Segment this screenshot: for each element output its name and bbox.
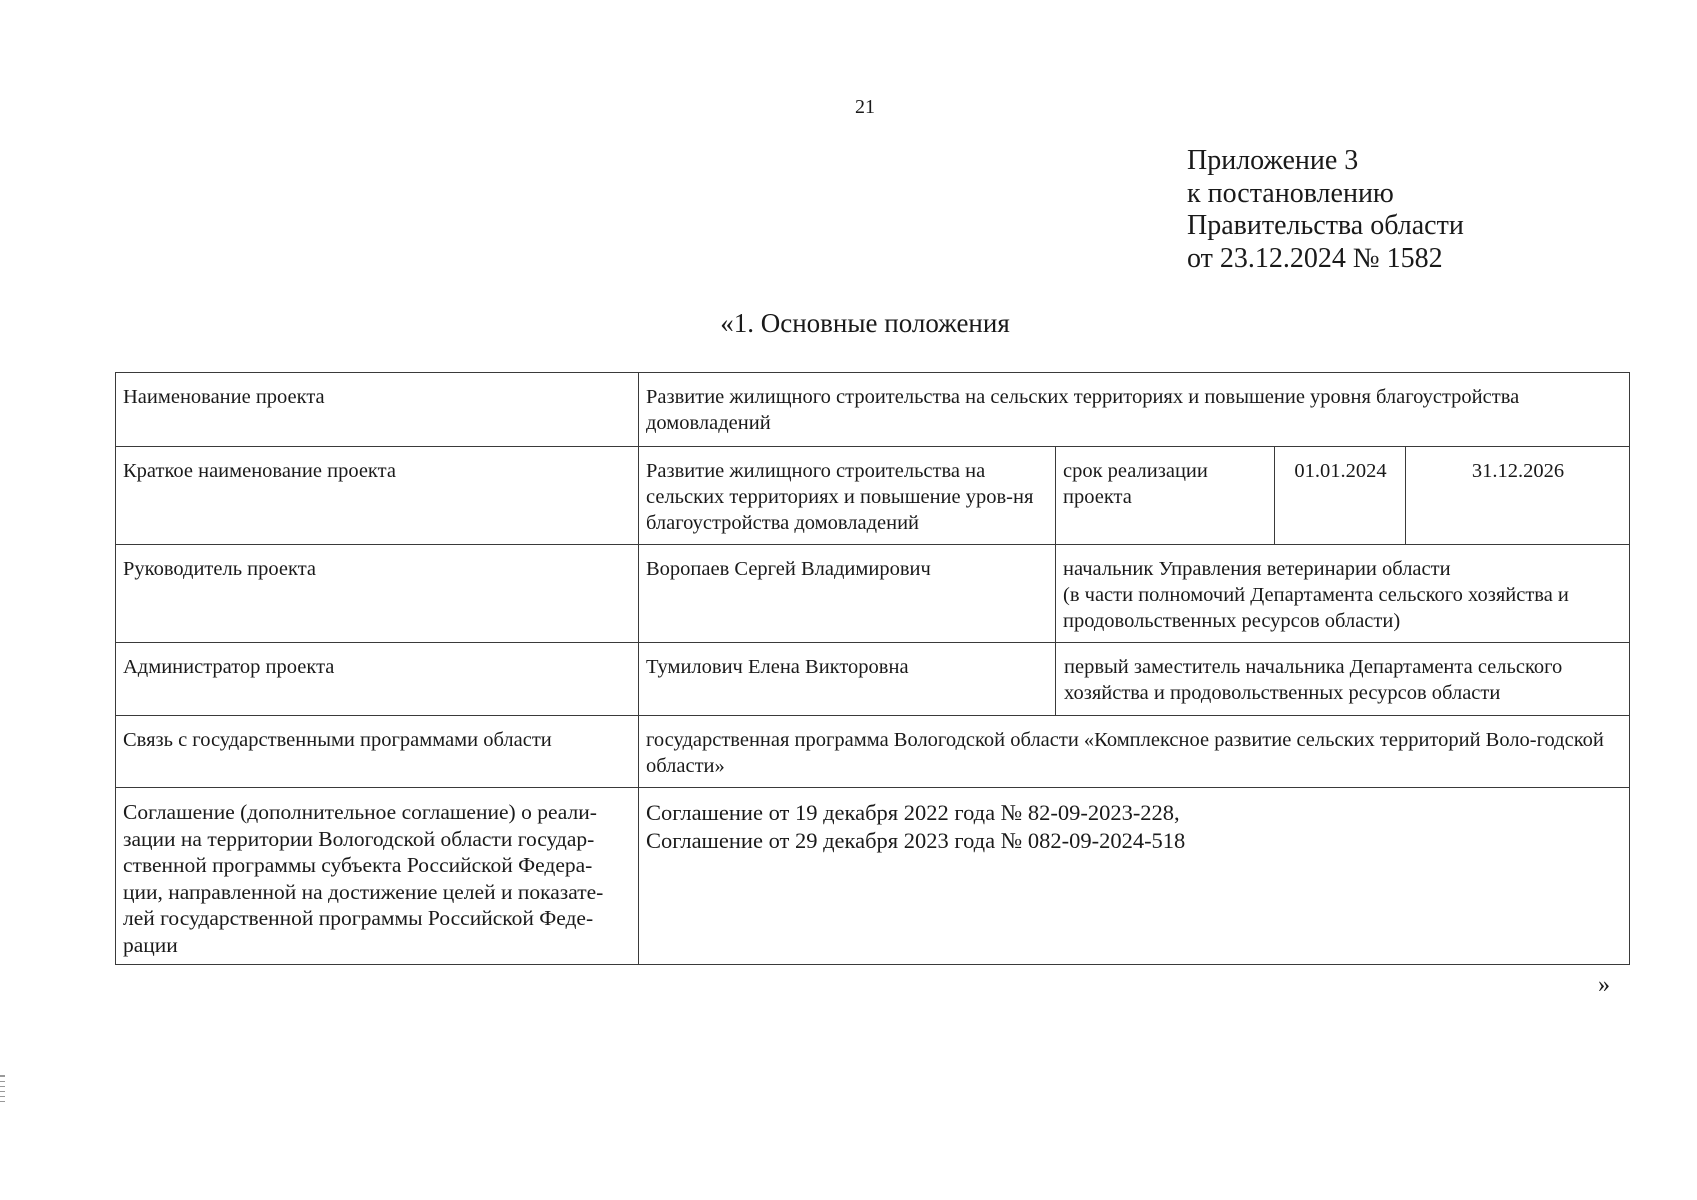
manager-position-line-1: начальник Управления ветеринарии области [1063,558,1451,580]
manager-name: Воропаев Сергей Владимирович [639,545,1056,643]
short-name-label: Краткое наименование проекта [116,447,639,545]
period-label: срок реализации проекта [1056,447,1275,545]
section-title: «1. Основные положения [720,308,1010,338]
table-row-project-name [116,373,1630,447]
appendix-header [1187,145,1464,275]
project-name-value: Развитие жилищного строительства на сельских территориях и повышение уровня благоустройства домовладений [639,373,1630,447]
short-name-value: Развитие жилищного строительства на сельских территориях и повышение уров-ня благоустройства домовладений [639,447,1056,545]
administrator-position: первый заместитель начальника Департамента сельского хозяйства и продовольственных ресурсов области [1056,643,1630,716]
appendix-line-2: к постановлению [1187,177,1394,209]
agreement-label: Соглашение (дополнительное соглашение) о реали-зации на территории Вологодской области государ-ственной программы субъекта Российской Федера-ции, направленной на достижение целей и показате-лей государственной программы Российской Феде-рации [116,788,639,965]
programs-label: Связь с государственными программами области [116,716,639,788]
closing-quote: » [1598,972,1610,998]
scan-artifact [0,1075,5,1104]
administrator-label: Администратор проекта [116,643,639,716]
table-row-programs [116,716,1630,788]
project-table [115,372,1630,965]
agreement-line-1: Соглашение от 19 декабря 2022 года № 82-09-2023-228, [646,800,1180,825]
manager-position [1056,545,1630,643]
table-row-manager [116,545,1630,643]
appendix-line-1: Приложение 3 [1187,145,1359,176]
manager-label: Руководитель проекта [116,545,639,643]
end-date: 31.12.2026 [1406,447,1630,545]
appendix-line-3: Правительства области [1187,210,1464,241]
agreement-value [639,788,1630,965]
agreement-line-2: Соглашение от 29 декабря 2023 года № 082-09-2024-518 [646,828,1186,853]
administrator-name: Тумилович Елена Викторовна [639,643,1056,716]
page-number: 21 [855,96,875,118]
manager-position-line-2: (в части полномочий Департамента сельского хозяйства и продовольственных ресурсов области) [1063,584,1569,632]
project-name-label: Наименование проекта [116,373,639,447]
appendix-line-4: от 23.12.2024 № 1582 [1187,242,1443,274]
table-row-agreement [116,788,1630,965]
programs-value: государственная программа Вологодской области «Комплексное развитие сельских территорий Воло-годской области» [639,716,1630,788]
table-row-administrator [116,643,1630,716]
table-row-short-name [116,447,1630,545]
start-date: 01.01.2024 [1275,447,1406,545]
